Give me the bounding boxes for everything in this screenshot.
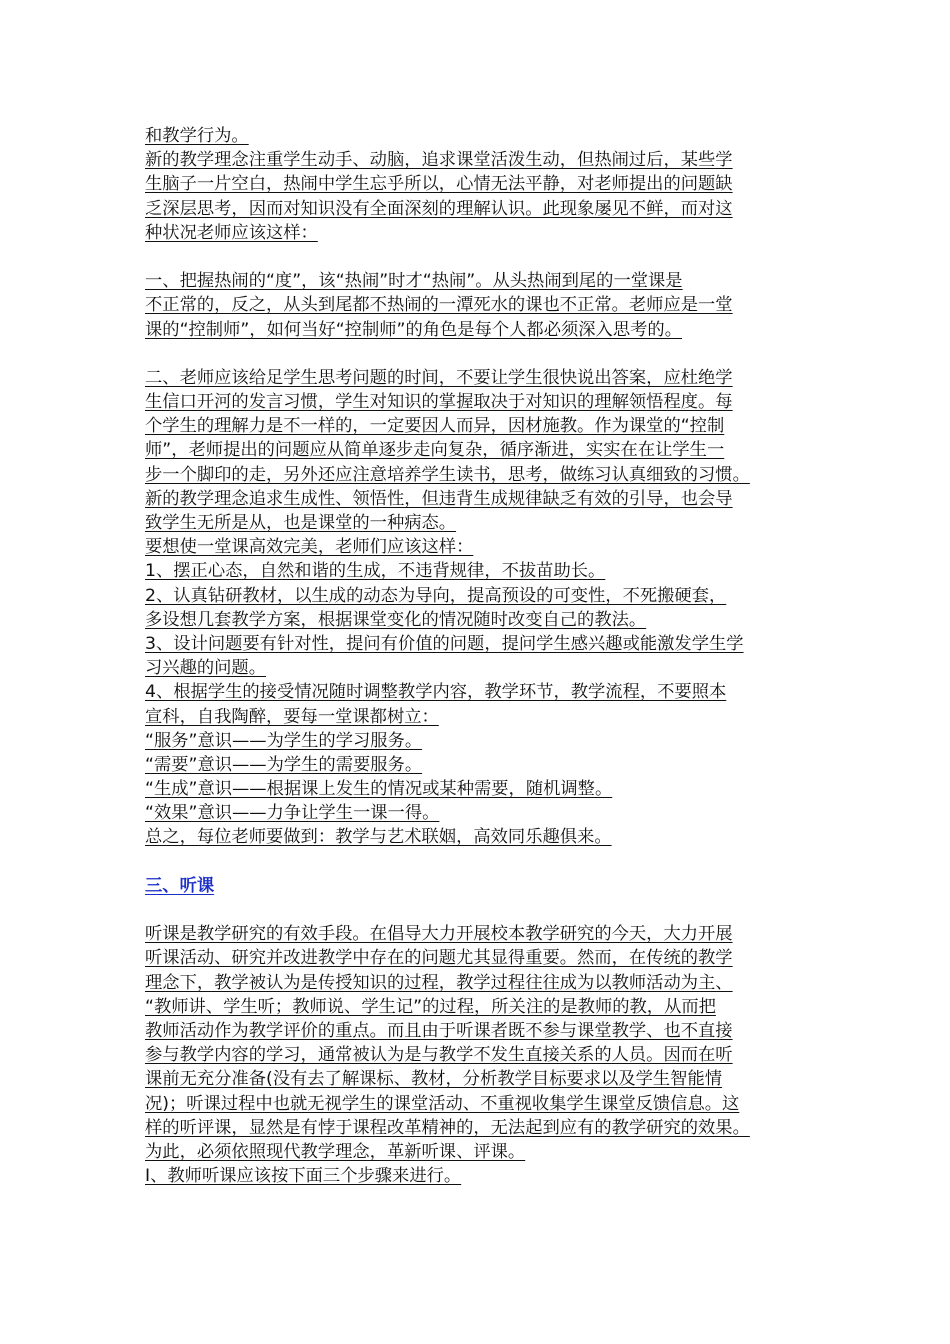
text-line: “需要”意识——为学生的需要服务。 <box>145 754 423 775</box>
text-line: 步一个脚印的走，另外还应注意培养学生读书，思考，做练习认真细致的习惯。 <box>145 464 750 485</box>
list-item: 2、认真钻研教材，以生成的动态为导向，提高预设的可变性，不死搬硬套， <box>145 585 727 606</box>
text-line: 理念下，教学被认为是传授知识的过程，教学过程往往成为以教师活动为主、 <box>145 972 733 993</box>
text-line: 习兴趣的问题。 <box>145 658 266 679</box>
text-line: 样的听评课，显然是有悖于课程改革精神的，无法起到应有的教学研究的效果。 <box>145 1117 750 1138</box>
text-line: 一、把握热闹的“度”，该“热闹”时才“热闹”。从头热闹到尾的一堂课是 <box>145 271 683 292</box>
text-line: 致学生无所是从，也是课堂的一种病态。 <box>145 513 457 533</box>
text-line: 师”，老师提出的问题应从简单逐步走向复杂，循序渐进，实实在在让学生一 <box>145 440 725 461</box>
text-line: 个学生的理解力是不一样的，一定要因人而异，因材施教。作为课堂的“控制 <box>145 416 725 437</box>
text-line: 课的“控制师”，如何当好“控制师”的角色是每个人都必须深入思考的。 <box>145 319 682 340</box>
text-line: 课前无充分准备(没有去了解课标、教材，分析教学目标要求以及学生智能情 <box>145 1069 723 1090</box>
text-line: 生脑子一片空白，热闹中学生忘乎所以，心情无法平静，对老师提出的问题缺 <box>145 174 733 195</box>
text-line: 乏深层思考，因而对知识没有全面深刻的理解认识。此现象屡见不鲜，而对这 <box>145 198 733 219</box>
list-item: 4、根据学生的接受情况随时调整教学内容，教学环节，教学流程，不要照本 <box>145 682 727 703</box>
text-line: 二、老师应该给足学生思考问题的时间，不要让学生很快说出答案，应杜绝学 <box>145 367 733 388</box>
paragraph-point-one <box>145 269 825 342</box>
blank-line <box>145 245 825 269</box>
paragraph-point-two <box>145 366 825 850</box>
section-heading-listening[interactable]: 三、听课 <box>145 875 215 896</box>
text-line: 要想使一堂课高效完美，老师们应该这样： <box>145 537 474 558</box>
list-item: 3、设计问题要有针对性，提问有价值的问题，提问学生感兴趣或能激发学生学 <box>145 633 744 654</box>
list-item: 1、摆正心态，自然和谐的生成，不违背规律，不拔苗助长。 <box>145 561 606 582</box>
text-line: “效果”意识——力争让学生一课一得。 <box>145 803 440 824</box>
text-line: 新的教学理念追求生成性、领悟性，但违背生成规律缺乏有效的引导，也会导 <box>145 488 733 509</box>
paragraph-listening <box>145 922 825 1188</box>
text-line: 总之，每位老师要做到：教学与艺术联姻，高效同乐趣俱来。 <box>145 827 612 848</box>
text-line: 新的教学理念注重学生动手、动脑，追求课堂活泼生动，但热闹过后，某些学 <box>145 150 733 171</box>
document-page <box>145 124 825 1188</box>
blank-line <box>145 342 825 366</box>
list-item: I、教师听课应该按下面三个步骤来进行。 <box>145 1166 462 1187</box>
text-line: “服务”意识——为学生的学习服务。 <box>145 730 423 751</box>
paragraph-intro <box>145 124 825 245</box>
text-line: 和教学行为。 <box>145 126 249 146</box>
text-line: 多设想几套教学方案，根据课堂变化的情况随时改变自己的教法。 <box>145 609 647 630</box>
text-line: “生成”意识——根据课上发生的情况或某种需要，随机调整。 <box>145 779 613 800</box>
text-line: “教师讲、学生听；教师说、学生记”的过程，所关注的是教师的教，从而把 <box>145 996 716 1017</box>
text-line: 参与教学内容的学习，通常被认为是与教学不发生直接关系的人员。因而在听 <box>145 1045 733 1066</box>
text-line: 听课活动、研究并改进教学中存在的问题尤其显得重要。然而，在传统的教学 <box>145 948 733 969</box>
text-line: 况)；听课过程中也就无视学生的课堂活动、不重视收集学生课堂反馈信息。这 <box>145 1093 740 1114</box>
text-line: 生信口开河的发言习惯，学生对知识的掌握取决于对知识的理解领悟程度。每 <box>145 392 733 413</box>
text-line: 教师活动作为教学评价的重点。而且由于听课者既不参与课堂教学、也不直接 <box>145 1020 733 1041</box>
text-line: 不正常的，反之，从头到尾都不热闹的一潭死水的课也不正常。老师应是一堂 <box>145 295 733 316</box>
blank-line <box>145 898 825 922</box>
text-line: 为此，必须依照现代教学理念，革新听课、评课。 <box>145 1141 526 1162</box>
text-line: 听课是教学研究的有效手段。在倡导大力开展校本教学研究的今天，大力开展 <box>145 924 733 945</box>
text-line: 宣科，自我陶醉，要每一堂课都树立： <box>145 706 439 727</box>
blank-line <box>145 850 825 874</box>
text-line: 种状况老师应该这样： <box>145 222 318 243</box>
